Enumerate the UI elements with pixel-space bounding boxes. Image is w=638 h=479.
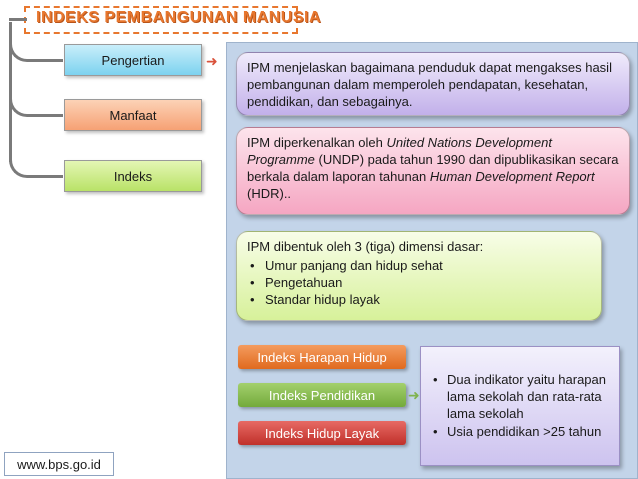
introduction-text: IPM diperkenalkan oleh United Nations Development Programme (UNDP) pada tahun 1990 dan dipublikasikan secara berkala dalam laporan tahunan Human Development Report (HDR)..	[247, 135, 619, 201]
education-indicators-box	[420, 346, 620, 466]
definition-box	[236, 52, 630, 116]
arrow-right-icon: ➜	[408, 387, 420, 403]
definition-text: IPM menjelaskan bagaimana penduduk dapat mengakses hasil pembangunan dalam memperoleh pendapatan, kesehatan, pendidikan, dan sebagainya.	[247, 60, 612, 109]
dimensions-list	[247, 257, 591, 308]
footer-url[interactable]: www.bps.go.id	[4, 452, 114, 476]
tree-connector-manfaat	[9, 97, 63, 117]
category-indeks[interactable]: Indeks	[64, 160, 202, 192]
tree-connector-top	[9, 18, 27, 21]
dimensions-intro: IPM dibentuk oleh 3 (tiga) dimensi dasar:	[247, 239, 484, 254]
hdr-name: Human Development Report	[429, 169, 595, 184]
index-pendidikan-button[interactable]: Indeks Pendidikan	[238, 383, 406, 407]
list-item: • Umur panjang dan hidup sehat	[247, 257, 591, 274]
index-harapan-hidup-button[interactable]: Indeks Harapan Hidup	[238, 345, 406, 369]
list-item: • Dua indikator yaitu harapan lama sekolah dan rata-rata lama sekolah	[427, 371, 613, 422]
tree-connector-pengertian	[9, 42, 63, 62]
category-pengertian[interactable]: Pengertian	[64, 44, 202, 76]
index-hidup-layak-button[interactable]: Indeks Hidup Layak	[238, 421, 406, 445]
page-title: INDEKS PEMBANGUNAN MANUSIA	[36, 9, 322, 26]
introduction-box	[236, 127, 630, 215]
undp-name: United Nations Development Programme	[247, 135, 552, 167]
category-manfaat[interactable]: Manfaat	[64, 99, 202, 131]
education-indicators-list	[427, 371, 613, 440]
list-item: • Standar hidup layak	[247, 291, 591, 308]
tree-connector-indeks	[9, 158, 63, 178]
list-item: • Pengetahuan	[247, 274, 591, 291]
list-item: • Usia pendidikan >25 tahun	[427, 423, 613, 440]
arrow-right-icon: ➜	[206, 53, 218, 69]
dimensions-box	[236, 231, 602, 321]
